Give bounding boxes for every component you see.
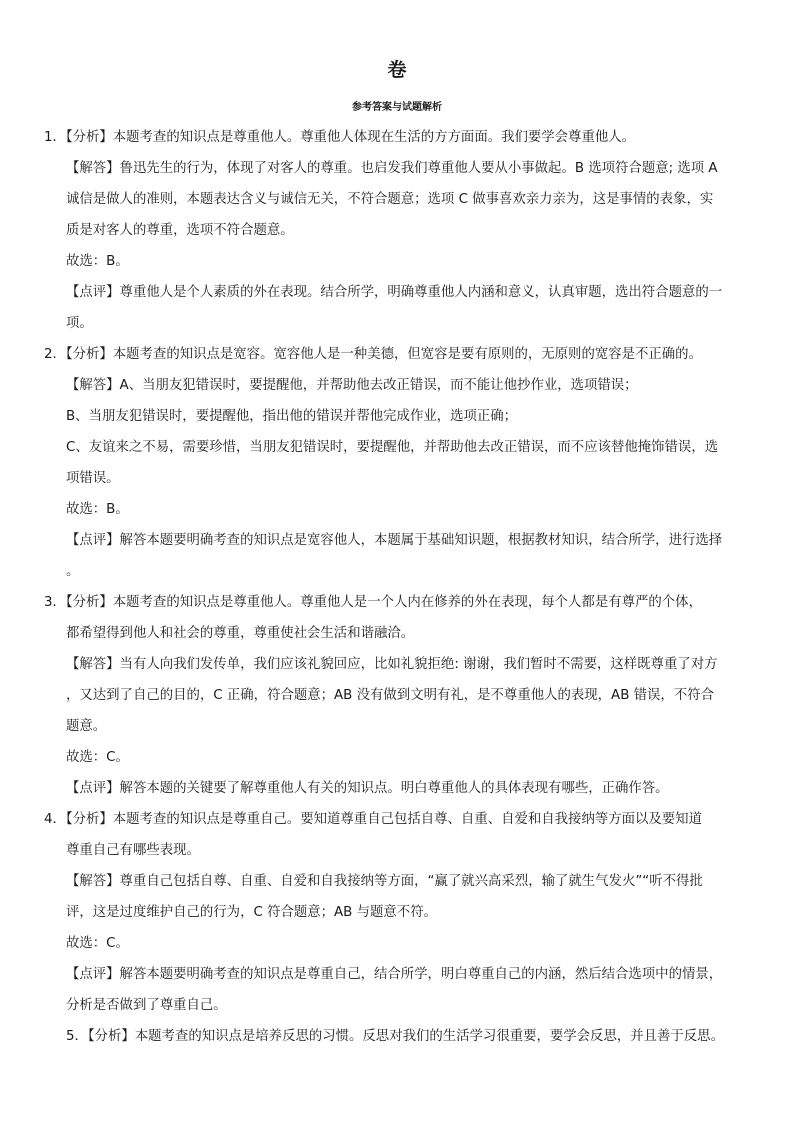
q2-comment-l1: 【点评】解答本题要明确考查的知识点是宽容他人，本题属于基础知识题，根据教材知识，结合所学，进行选择 xyxy=(66,533,723,548)
q3-answer-l2: ，又达到了自己的目的，C 正确，符合题意；AB 没有做到文明有礼，是不尊重他人的表现，AB 错误，不符合 xyxy=(66,688,714,703)
q1-answer-l1: 【解答】鲁迅先生的行为，体现了对客人的尊重。也启发我们尊重他人要从小事做起。B 选项符合题意; 选项 A xyxy=(66,161,718,176)
q1-comment-l2: 项。 xyxy=(66,316,93,331)
q3-comment: 【点评】解答本题的关键要了解尊重他人有关的知识点。明白尊重他人的具体表现有哪些，正确作答。 xyxy=(66,781,669,796)
q3-answer-l3: 题意。 xyxy=(66,719,107,734)
q2-choice: 故选：B。 xyxy=(66,502,129,517)
q4-analysis-l2: 尊重自己有哪些表现。 xyxy=(66,843,200,858)
q2-answer-b: B、当朋友犯错误时，要提醒他，指出他的错误并帮他完成作业，选项正确； xyxy=(66,409,518,424)
q4-analysis-l1: 4．【分析】本题考查的知识点是尊重自己。要知道尊重自己包括自尊、自重、自爱和自我接纳等方面以及要知道 xyxy=(44,812,702,827)
q1-answer-l3: 质是对客人的尊重，选项不符合题意。 xyxy=(66,223,294,238)
q4-comment-l2: 分析是否做到了尊重自己。 xyxy=(66,998,227,1013)
q2-answer-a: 【解答】A、当朋友犯错误时，要提醒他，并帮助他去改正错误，而不能让他抄作业，选项错误； xyxy=(66,378,638,393)
q3-choice: 故选：C。 xyxy=(66,750,129,765)
q1-analysis: 1．【分析】本题考查的知识点是尊重他人。尊重他人体现在生活的方方面面。我们要学会尊重他人。 xyxy=(44,130,636,145)
q2-comment-l2: 。 xyxy=(66,564,80,579)
q2-answer-c-l2: 项错误。 xyxy=(66,471,120,486)
page-title: 卷 xyxy=(387,59,407,81)
q2-analysis: 2．【分析】本题考查的知识点是宽容。宽容他人是一种美德，但宽容是要有原则的，无原则的宽容是不正确的。 xyxy=(44,347,702,362)
q2-answer-c-l1: C、友谊来之不易，需要珍惜，当朋友犯错误时，要提醒他，并帮助他去改正错误，而不应该替他掩饰错误，选 xyxy=(66,440,719,455)
q4-choice: 故选：C。 xyxy=(66,936,129,951)
q1-choice: 故选：B。 xyxy=(66,254,129,269)
page-subtitle: 参考答案与试题解析 xyxy=(352,102,442,113)
q4-comment-l1: 【点评】解答本题要明确考查的知识点是尊重自己，结合所学，明白尊重自己的内涵，然后结合选项中的情景， xyxy=(66,967,723,982)
q4-answer-l2: 评，这是过度维护自己的行为，C 符合题意；AB 与题意不符。 xyxy=(66,905,437,920)
q4-answer-l1: 【解答】尊重自己包括自尊、自重、自爱和自我接纳等方面，“赢了就兴高采烈，输了就生气发火”“听不得批 xyxy=(66,874,703,889)
q3-answer-l1: 【解答】当有人向我们发传单，我们应该礼貌回应，比如礼貌拒绝: 谢谢，我们暂时不需要，这样既尊重了对方 xyxy=(66,657,718,672)
q1-comment-l1: 【点评】尊重他人是个人素质的外在表现。结合所学，明确尊重他人内涵和意义，认真审题，选出符合题意的一 xyxy=(66,285,723,300)
q1-answer-l2: 诚信是做人的准则，本题表达含义与诚信无关，不符合题意；选项 C 做事喜欢亲力亲为，这是事情的表象，实 xyxy=(66,192,714,207)
q3-analysis-l1: 3．【分析】本题考查的知识点是尊重他人。尊重他人是一个人内在修养的外在表现，每个人都是有尊严的个体， xyxy=(44,595,702,610)
q3-analysis-l2: 都希望得到他人和社会的尊重，尊重使社会生活和谐融洽。 xyxy=(66,626,415,641)
q5-analysis: 5．【分析】本题考查的知识点是培养反思的习惯。反思对我们的生活学习很重要，要学会反思，并且善于反思。 xyxy=(66,1029,724,1044)
